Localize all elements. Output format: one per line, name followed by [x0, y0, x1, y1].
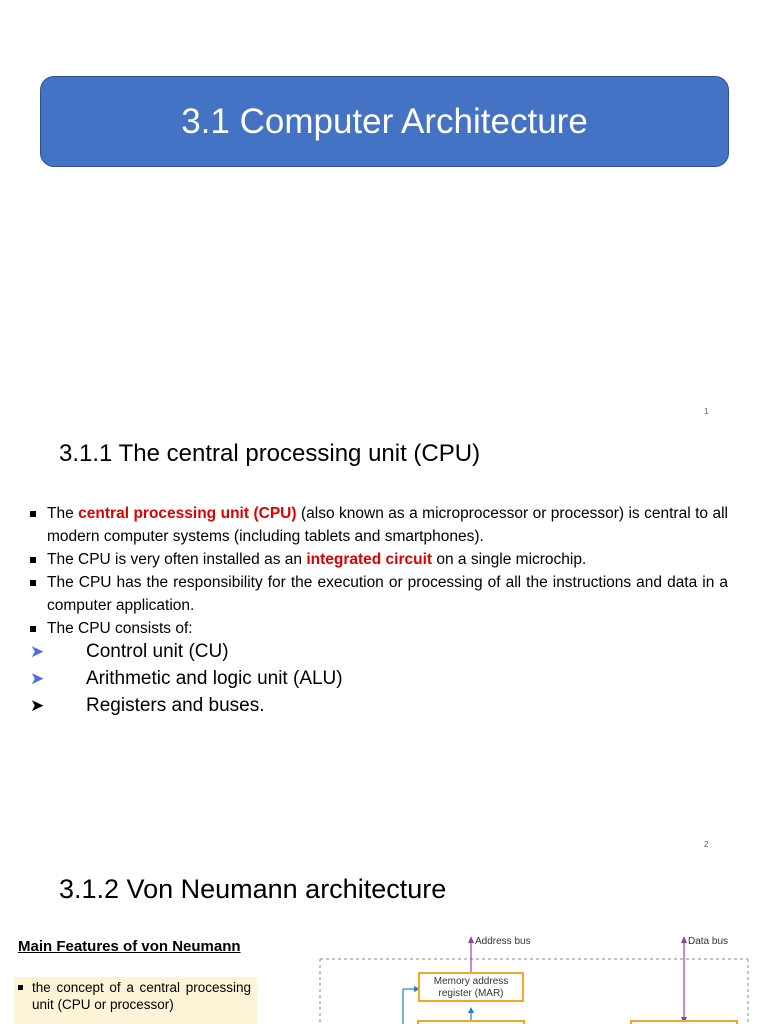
feature-item	[18, 979, 251, 1013]
square-bullet-icon	[30, 580, 36, 586]
register-box	[417, 1020, 525, 1024]
arrow-up-icon	[468, 1007, 474, 1013]
bullet-text: on a single microchip.	[432, 551, 587, 568]
arrow-bullet-icon: ➤	[30, 696, 45, 715]
bullet-text: The	[47, 505, 79, 522]
address-bus-label: Address bus	[475, 936, 531, 947]
bullet-item	[30, 502, 728, 548]
square-bullet-icon	[30, 626, 36, 632]
page-number: 1	[704, 407, 709, 416]
slide-3	[0, 859, 768, 1024]
data-bus-label: Data bus	[688, 936, 729, 947]
highlight-term: integrated circuit	[306, 551, 433, 568]
mar-box	[418, 972, 524, 1002]
register-box	[630, 1020, 738, 1024]
slide-title: 3.1 Computer Architecture	[181, 101, 588, 141]
list-item	[30, 692, 343, 719]
bullet-text: (also known as a microprocessor or processor) is central to all modern computer systems (including tablets and smartphones).	[47, 505, 728, 545]
list-item	[30, 638, 343, 665]
features-heading: Main Features of von Neumann	[18, 938, 241, 955]
arrow-up-icon	[468, 936, 474, 943]
square-bullet-icon	[30, 511, 36, 517]
cpu-components-list	[30, 638, 343, 719]
arrow-bullet-icon: ➤	[30, 642, 45, 661]
page-number: 2	[704, 840, 709, 849]
square-bullet-icon	[18, 985, 23, 990]
slide-1	[0, 0, 768, 425]
section-heading: 3.1.1 The central processing unit (CPU)	[59, 440, 481, 467]
section-heading: 3.1.2 Von Neumann architecture	[59, 874, 447, 904]
mar-label: Memory address register (MAR)	[433, 976, 509, 999]
bullet-item	[30, 571, 728, 617]
von-neumann-diagram	[300, 929, 768, 1024]
list-item	[30, 665, 343, 692]
bullet-text: The CPU consists of:	[47, 620, 193, 637]
bullet-item	[30, 548, 728, 571]
bullet-text: The CPU has the responsibility for the execution or processing of all the instructions and data in a computer application.	[47, 574, 728, 614]
square-bullet-icon	[30, 557, 36, 563]
bullet-list	[30, 502, 728, 640]
highlight-term: central processing unit (CPU)	[78, 505, 297, 522]
bullet-text: The CPU is very often installed as an	[47, 551, 307, 568]
slide-2	[0, 425, 768, 859]
arrow-up-icon	[681, 936, 687, 943]
arrow-bullet-icon: ➤	[30, 669, 45, 688]
features-box	[14, 977, 257, 1024]
list-item-label: Arithmetic and logic unit (ALU)	[86, 668, 343, 689]
list-item-label: Registers and buses.	[86, 695, 265, 716]
list-item-label: Control unit (CU)	[86, 641, 229, 662]
title-banner	[40, 76, 729, 167]
bullet-item	[30, 617, 728, 640]
feature-text: the concept of a central processing unit (CPU or processor)	[32, 980, 251, 1012]
